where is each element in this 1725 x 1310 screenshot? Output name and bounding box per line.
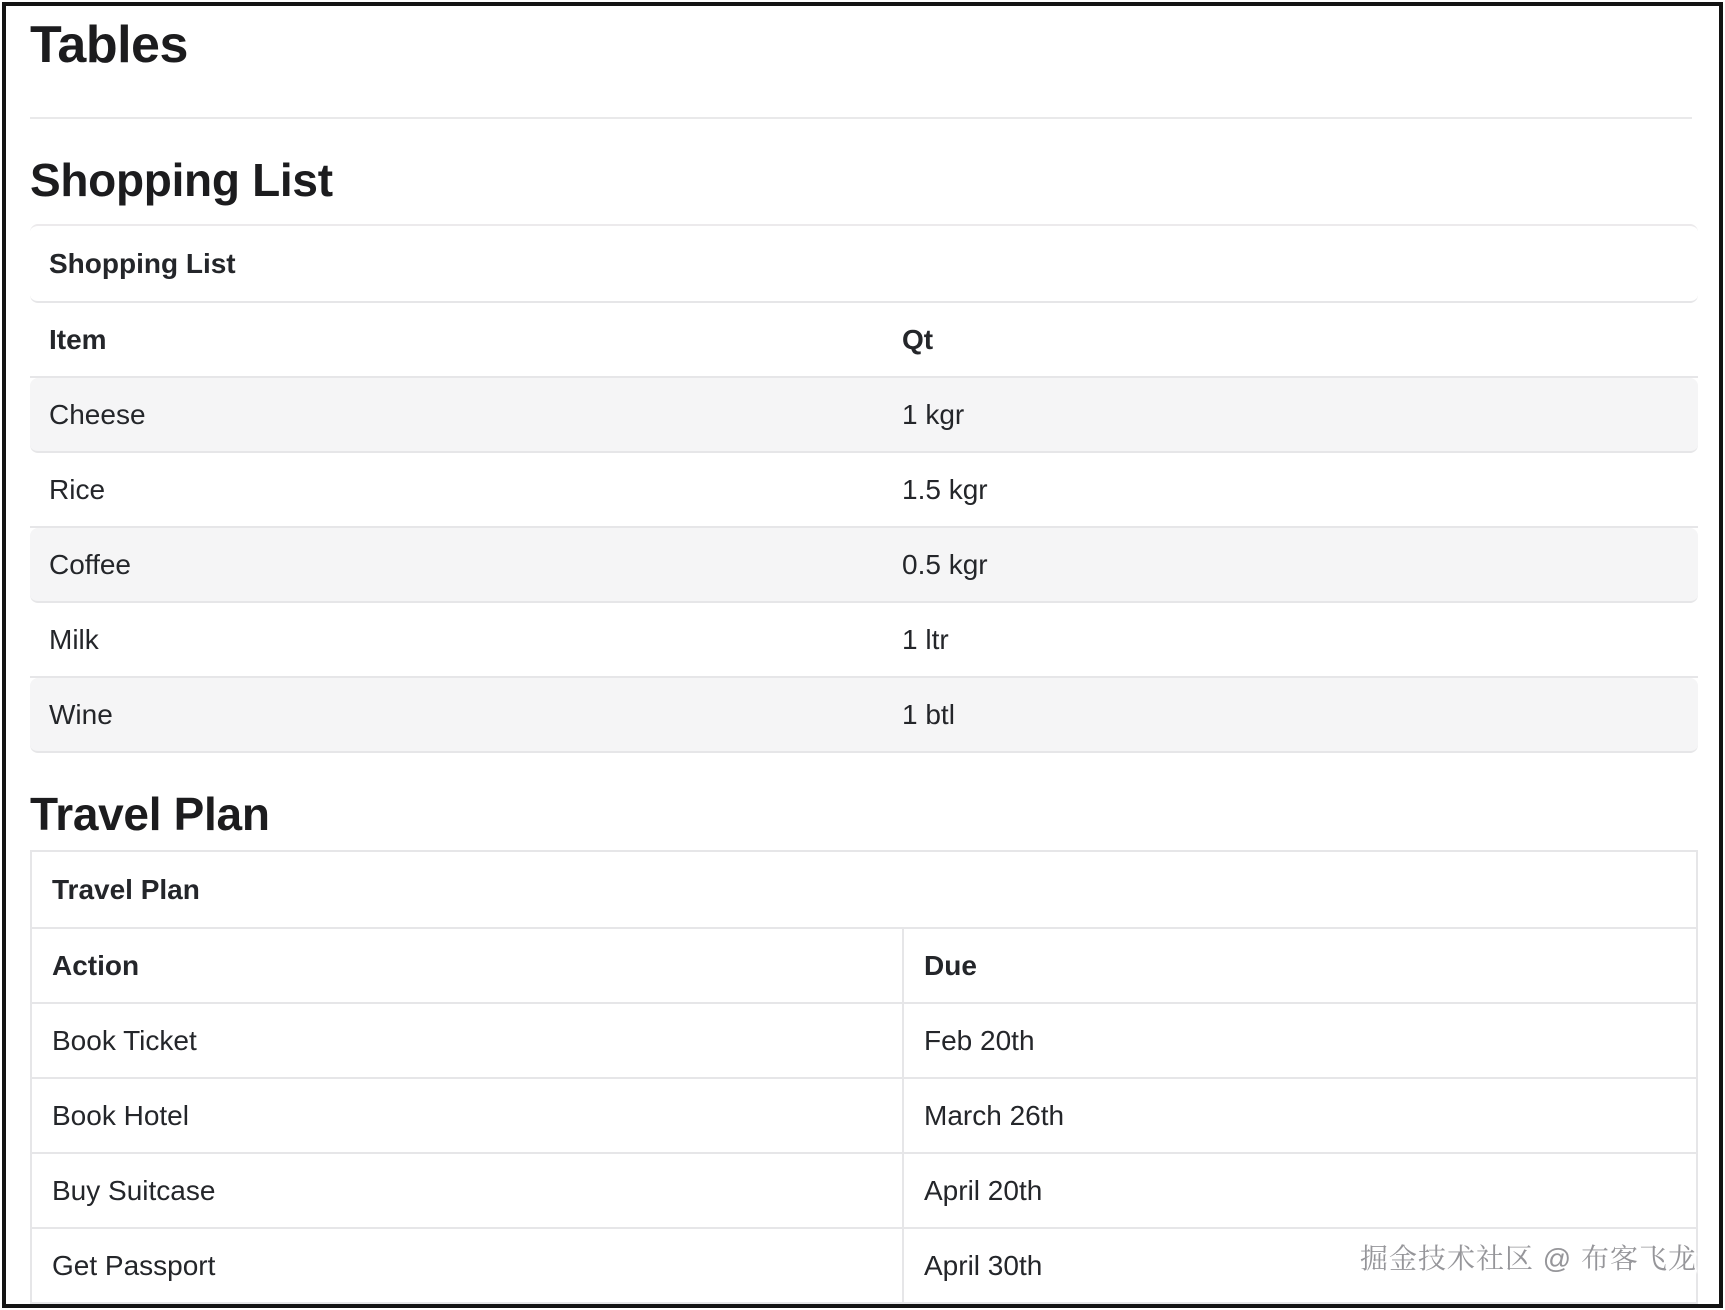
due-cell: April 20th: [903, 1153, 1697, 1228]
table-caption-row: [31, 851, 1697, 928]
column-header-item: Item: [30, 303, 883, 378]
section-heading-shopping-list: Shopping List: [30, 154, 333, 206]
item-cell: Milk: [30, 603, 883, 678]
qt-cell: 1 kgr: [883, 378, 1698, 453]
table-row: [30, 603, 1698, 678]
due-cell: Feb 20th: [903, 1003, 1697, 1078]
travel-plan-table: [30, 850, 1698, 1304]
column-header-due: Due: [903, 928, 1697, 1003]
table-row: [31, 1003, 1697, 1078]
item-cell: Rice: [30, 453, 883, 528]
table-header-row: [31, 928, 1697, 1003]
action-cell: Book Ticket: [31, 1003, 903, 1078]
action-cell: Book Hotel: [31, 1078, 903, 1153]
watermark: 掘金技术社区 @ 布客飞龙: [1360, 1243, 1697, 1274]
qt-cell: 1.5 kgr: [883, 453, 1698, 528]
column-header-qt: Qt: [883, 303, 1698, 378]
table-caption-row: [30, 224, 1698, 303]
qt-cell: 1 ltr: [883, 603, 1698, 678]
item-cell: Coffee: [30, 528, 883, 603]
qt-cell: 1 btl: [883, 678, 1698, 753]
horizontal-rule: [30, 117, 1692, 119]
table-header-row: [30, 303, 1698, 378]
table-row: [31, 1078, 1697, 1153]
action-cell: Get Passport: [31, 1228, 903, 1303]
due-cell: March 26th: [903, 1078, 1697, 1153]
item-cell: Cheese: [30, 378, 883, 453]
shopping-list-table: [30, 224, 1698, 753]
table-caption: Shopping List: [30, 224, 1698, 303]
table-row: [30, 453, 1698, 528]
page-title: Tables: [30, 16, 188, 74]
section-heading-travel-plan: Travel Plan: [30, 788, 270, 840]
due-cell: April 30th: [903, 1228, 1697, 1303]
table-caption: Travel Plan: [31, 851, 1697, 928]
qt-cell: 0.5 kgr: [883, 528, 1698, 603]
action-cell: Buy Suitcase: [31, 1153, 903, 1228]
table-row: [31, 1153, 1697, 1228]
column-header-action: Action: [31, 928, 903, 1003]
item-cell: Wine: [30, 678, 883, 753]
table-row: [30, 678, 1698, 753]
document-content: [6, 6, 1719, 1304]
table-row: [30, 528, 1698, 603]
table-row: [30, 378, 1698, 453]
